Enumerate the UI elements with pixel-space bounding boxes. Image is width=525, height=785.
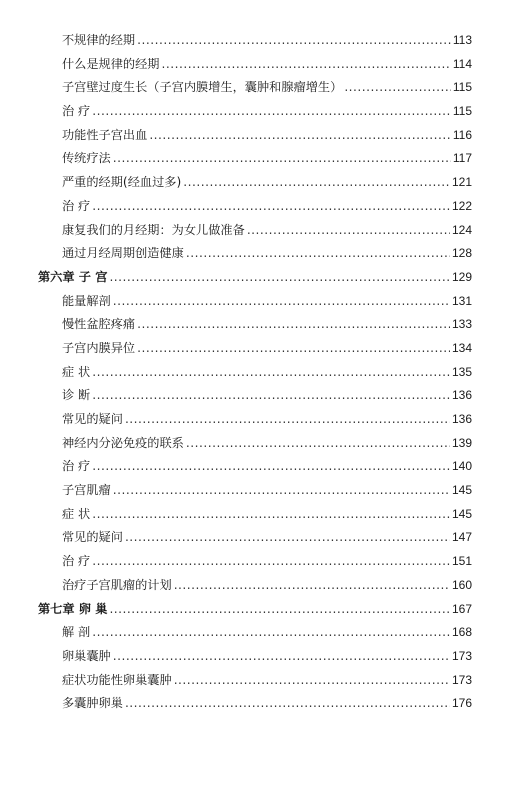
toc-page-number: 117 xyxy=(452,151,472,166)
toc-page-number: 134 xyxy=(451,340,472,355)
toc-page-number: 136 xyxy=(451,388,472,403)
toc-entry[interactable] xyxy=(0,242,525,266)
toc-page-number: 151 xyxy=(451,554,472,569)
toc-entry-title: 症 状 xyxy=(62,364,91,379)
toc-dot-leader xyxy=(125,408,450,432)
toc-entry-title: 卵巢囊肿 xyxy=(62,648,111,663)
toc-entry[interactable] xyxy=(0,29,525,53)
toc-page-number: 115 xyxy=(452,80,472,95)
toc-entry-title: 治 疗 xyxy=(62,554,91,569)
toc-dot-leader xyxy=(137,29,451,53)
toc-dot-leader xyxy=(174,574,450,598)
toc-page-number: 145 xyxy=(451,506,472,521)
toc-page-number: 168 xyxy=(451,625,472,640)
toc-dot-leader xyxy=(162,53,451,77)
toc-entry-title: 功能性子宫出血 xyxy=(62,127,148,142)
toc-entry[interactable] xyxy=(0,621,525,645)
toc-chapter-title: 第七章 卵 巢 xyxy=(38,601,108,616)
toc-entry-title: 什么是规律的经期 xyxy=(62,56,160,71)
toc-page-number: 176 xyxy=(451,696,472,711)
toc-dot-leader xyxy=(183,171,450,195)
toc-dot-leader xyxy=(186,242,450,266)
toc-entry[interactable] xyxy=(0,550,525,574)
toc-chapter-title: 第六章 子 宫 xyxy=(38,269,108,284)
toc-entry-title: 严重的经期(经血过多) xyxy=(62,175,182,190)
toc-chapter-entry[interactable] xyxy=(0,266,525,290)
toc-entry-title: 症状功能性卵巢囊肿 xyxy=(62,672,172,687)
toc-dot-leader xyxy=(247,219,450,243)
toc-page-number: 136 xyxy=(451,412,472,426)
toc-entry-title: 治 疗 xyxy=(62,104,91,119)
toc-entry-title: 治 疗 xyxy=(62,198,91,213)
toc-page-number: 116 xyxy=(452,127,472,142)
toc-page-number: 173 xyxy=(451,648,472,663)
toc-page-number: 114 xyxy=(452,56,472,71)
toc-entry-title: 通过月经周期创造健康 xyxy=(62,246,184,261)
toc-page-number: 121 xyxy=(451,175,472,190)
toc-entry-title: 常见的疑问 xyxy=(62,530,123,545)
toc-dot-leader xyxy=(92,195,450,219)
toc-page-number: 133 xyxy=(451,317,472,332)
toc-dot-leader xyxy=(109,598,450,622)
toc-page-number: 124 xyxy=(451,222,472,237)
toc-entry-title: 不规律的经期 xyxy=(62,33,136,47)
toc-dot-leader xyxy=(137,337,450,361)
toc-dot-leader xyxy=(92,361,450,385)
toc-entry[interactable] xyxy=(0,76,525,100)
toc-entry[interactable] xyxy=(0,645,525,669)
toc-chapter-entry[interactable] xyxy=(0,598,525,622)
toc-entry-title: 子宫壁过度生长（子宫内膜增生，囊肿和腺瘤增生） xyxy=(62,80,343,95)
toc-entry[interactable] xyxy=(0,408,525,432)
toc-entry-title: 神经内分泌免疫的联系 xyxy=(62,435,184,450)
toc-dot-leader xyxy=(113,290,450,314)
toc-entry[interactable] xyxy=(0,313,525,337)
toc-dot-leader xyxy=(113,645,450,669)
toc-entry-title: 康复我们的月经期：为女儿做准备 xyxy=(62,222,245,237)
toc-page-number: 122 xyxy=(451,198,472,213)
toc-entry[interactable] xyxy=(0,171,525,195)
toc-entry[interactable] xyxy=(0,100,525,124)
toc-dot-leader xyxy=(92,621,450,645)
toc-entry[interactable] xyxy=(0,337,525,361)
toc-page-number: 131 xyxy=(451,293,472,308)
toc-dot-leader xyxy=(92,503,450,527)
toc-dot-leader xyxy=(186,432,450,456)
toc-dot-leader xyxy=(149,124,451,148)
toc-page-number: 147 xyxy=(451,530,472,545)
toc-page-number: 135 xyxy=(451,364,472,379)
toc-dot-leader xyxy=(113,147,451,171)
toc-dot-leader xyxy=(174,669,450,693)
toc-entry[interactable] xyxy=(0,384,525,408)
toc-dot-leader xyxy=(109,266,450,290)
toc-dot-leader xyxy=(92,100,451,124)
toc-dot-leader xyxy=(92,455,450,479)
toc-dot-leader xyxy=(125,526,450,550)
toc-entry[interactable] xyxy=(0,290,525,314)
toc-dot-leader xyxy=(113,479,450,503)
toc-page-number: 145 xyxy=(451,483,472,498)
toc-entry[interactable] xyxy=(0,147,525,171)
toc-page-number: 173 xyxy=(451,672,472,687)
toc-entry-title: 子宫肌瘤 xyxy=(62,483,111,498)
toc-entry-title: 诊 断 xyxy=(62,388,91,403)
toc-entry[interactable] xyxy=(0,219,525,243)
toc-entry-title: 传统疗法 xyxy=(62,151,111,166)
toc-entry[interactable] xyxy=(0,479,525,503)
toc-entry-title: 慢性盆腔疼痛 xyxy=(62,317,136,332)
toc-entry-title: 治 疗 xyxy=(62,459,91,474)
toc-page-number: 113 xyxy=(452,33,472,47)
toc-dot-leader xyxy=(125,692,450,716)
toc-entry[interactable] xyxy=(0,53,525,77)
toc-page-number: 167 xyxy=(451,601,472,616)
toc-entry-title: 症 状 xyxy=(62,506,91,521)
toc-entry[interactable] xyxy=(0,503,525,527)
toc-dot-leader xyxy=(137,313,450,337)
toc-page-number: 128 xyxy=(451,246,472,261)
toc-entry-title: 常见的疑问 xyxy=(62,412,123,426)
toc-entry[interactable] xyxy=(0,455,525,479)
toc-entry-title: 多囊肿卵巢 xyxy=(62,696,123,711)
table-of-contents xyxy=(0,29,525,716)
toc-entry[interactable] xyxy=(0,195,525,219)
toc-page-number: 140 xyxy=(451,459,472,474)
toc-dot-leader xyxy=(92,550,450,574)
toc-entry-title: 子宫内膜异位 xyxy=(62,340,136,355)
toc-entry[interactable] xyxy=(0,526,525,550)
toc-entry-title: 解 剖 xyxy=(62,625,91,640)
toc-entry-title: 能量解剖 xyxy=(62,293,111,308)
toc-entry[interactable] xyxy=(0,361,525,385)
toc-entry[interactable] xyxy=(0,124,525,148)
toc-entry[interactable] xyxy=(0,432,525,456)
toc-dot-leader xyxy=(92,384,450,408)
toc-entry[interactable] xyxy=(0,692,525,716)
toc-entry-title: 治疗子宫肌瘤的计划 xyxy=(62,577,172,592)
toc-page-number: 160 xyxy=(451,577,472,592)
toc-entry[interactable] xyxy=(0,669,525,693)
toc-page-number: 115 xyxy=(452,104,472,119)
toc-dot-leader xyxy=(344,76,451,100)
toc-page-number: 129 xyxy=(451,269,472,284)
toc-page-number: 139 xyxy=(451,435,472,450)
toc-entry[interactable] xyxy=(0,574,525,598)
